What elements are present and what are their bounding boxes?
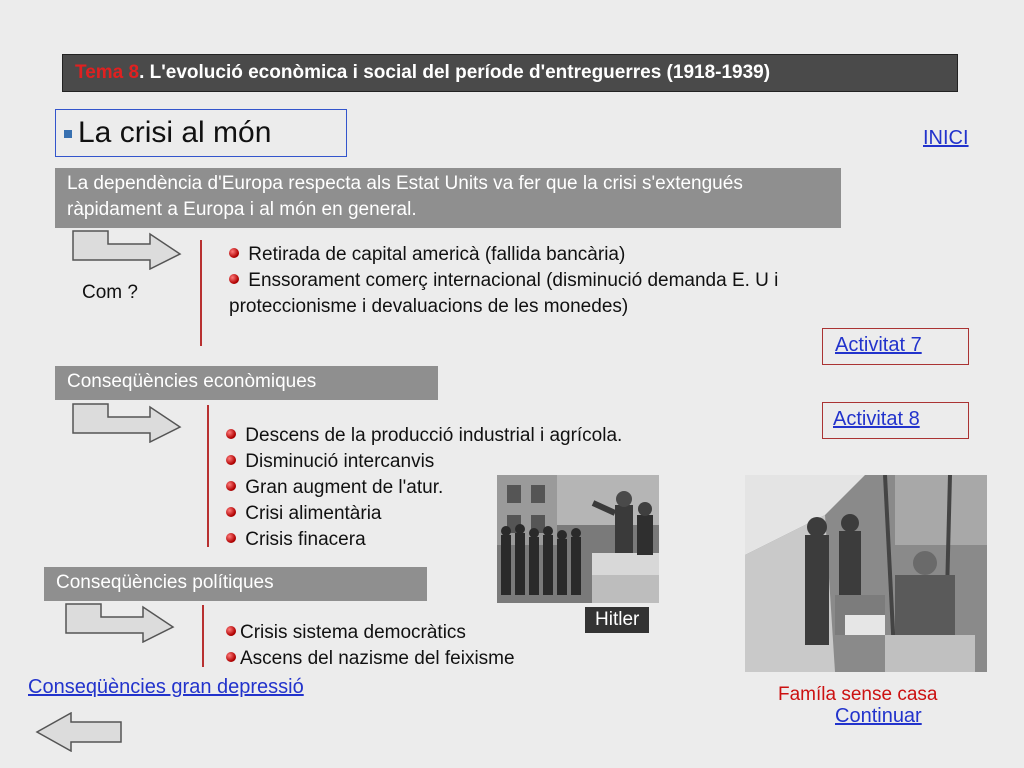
bullet-icon bbox=[226, 455, 236, 465]
bullet-icon bbox=[226, 652, 236, 662]
list-item: Gran augment de l'atur. bbox=[226, 475, 622, 501]
heading-text: La crisi al món bbox=[78, 116, 272, 149]
list-item: Descens de la producció industrial i agrícola. bbox=[226, 423, 622, 449]
economic-consequences-box bbox=[55, 366, 438, 400]
divider-line bbox=[202, 605, 204, 667]
list-item: Crisi alimentària bbox=[226, 501, 622, 527]
list-item: Ascens del nazisme del feixisme bbox=[226, 646, 515, 672]
bullet-icon bbox=[226, 533, 236, 543]
how-label: Com ? bbox=[82, 282, 138, 303]
activity-7-button[interactable]: Activitat 7 bbox=[822, 328, 969, 365]
political-list bbox=[226, 620, 515, 672]
list-item: Retirada de capital americà (fallida bancària) bbox=[229, 242, 778, 268]
list-item: Crisis finacera bbox=[226, 527, 622, 553]
heading-bullet-icon bbox=[64, 130, 72, 138]
list-item-continuation: proteccionisme i devaluacions de les monedes) bbox=[229, 296, 629, 317]
bullet-icon bbox=[226, 626, 236, 636]
right-arrow-icon bbox=[72, 230, 182, 270]
political-consequences-box bbox=[44, 567, 427, 601]
page-title-bar bbox=[62, 54, 958, 92]
right-arrow-icon bbox=[72, 403, 182, 443]
bullet-icon bbox=[229, 274, 239, 284]
family-caption: Famíla sense casa bbox=[778, 684, 938, 705]
bullet-icon bbox=[226, 481, 236, 491]
home-link[interactable]: INICI bbox=[923, 127, 969, 149]
back-arrow-icon[interactable] bbox=[35, 712, 123, 752]
divider-line bbox=[200, 240, 202, 346]
right-arrow-icon bbox=[65, 603, 175, 643]
hitler-photo bbox=[497, 475, 659, 603]
great-depression-link[interactable]: Conseqüències gran depressió bbox=[28, 676, 304, 698]
list-item: Crisis sistema democràtics bbox=[226, 620, 515, 646]
economic-title: Conseqüències econòmiques bbox=[67, 371, 317, 392]
topic-number: Tema 8 bbox=[75, 62, 140, 83]
political-title: Conseqüències polítiques bbox=[56, 572, 274, 593]
homeless-family-photo bbox=[745, 475, 987, 672]
bullet-icon bbox=[229, 248, 239, 258]
hitler-caption: Hitler bbox=[585, 607, 649, 633]
activity-8-button[interactable]: Activitat 8 bbox=[822, 402, 969, 439]
topic-title: . L'evolució econòmica i social del període d'entreguerres (1918-1939) bbox=[139, 62, 771, 83]
bullet-icon bbox=[226, 507, 236, 517]
intro-text: La dependència d'Europa respecta als Estat Units va fer que la crisi s'extengués ràpidament a Europa i al món en general. bbox=[67, 173, 743, 220]
divider-line bbox=[207, 405, 209, 547]
list-item: Disminució intercanvis bbox=[226, 449, 622, 475]
how-list bbox=[229, 242, 778, 320]
list-item: Enssorament comerç internacional (disminució demanda E. U i bbox=[229, 268, 778, 294]
intro-text-box bbox=[55, 168, 841, 228]
bullet-icon bbox=[226, 429, 236, 439]
section-heading bbox=[55, 109, 347, 157]
continue-link[interactable]: Continuar bbox=[835, 705, 922, 727]
